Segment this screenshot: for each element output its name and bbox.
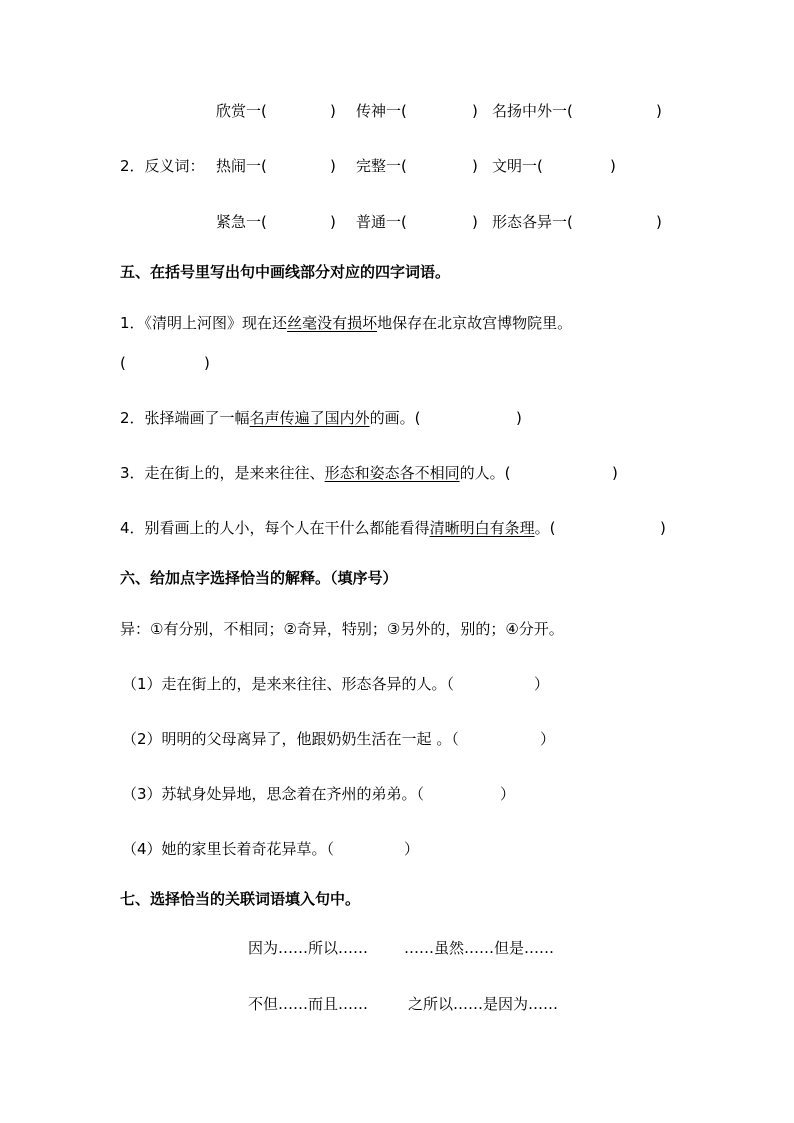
blank-close: ) xyxy=(204,354,210,372)
question-1 xyxy=(120,313,572,333)
underlined-phrase: 清晰明白有条理 xyxy=(429,519,535,537)
option-item: 因为……所以…… xyxy=(248,939,369,957)
blank-close: ) xyxy=(656,213,662,231)
question-text: 。( xyxy=(534,519,556,537)
item-word: 文明一( xyxy=(492,157,543,175)
underlined-phrase: 丝毫没有损坏 xyxy=(287,314,378,332)
definition-line: 异：①有分别，不相同；②奇异，特别；③另外的，别的；④分开。 xyxy=(120,620,564,638)
question-number: 3． xyxy=(120,464,145,482)
blank-close: ) xyxy=(660,519,666,537)
question-4 xyxy=(120,518,555,538)
question-text: 走在街上的，是来来往往、 xyxy=(144,464,325,482)
section-title: 七、选择恰当的关联词语填入句中。 xyxy=(120,890,361,908)
question-text: 的人。( xyxy=(459,464,511,482)
blank-close: ) xyxy=(656,102,662,120)
blank-close: ) xyxy=(330,102,336,120)
blank-close: ) xyxy=(472,157,478,175)
question-text: 别看画上的人小，每个人在干什么都能看得 xyxy=(144,519,430,537)
question-number: 4． xyxy=(120,519,145,537)
choice-item: （1）走在街上的，是来来往往、形态各异的人。（ xyxy=(122,675,455,693)
underlined-phrase: 名声传遍了国内外 xyxy=(249,409,370,427)
option-item: ……虽然……但是…… xyxy=(404,939,555,957)
underlined-phrase: 形态和姿态各不相同 xyxy=(324,464,460,482)
blank-close: ) xyxy=(330,213,336,231)
choice-item: （3）苏轼身处异地，思念着在齐州的弟弟。（ xyxy=(122,785,425,803)
question-3 xyxy=(120,463,510,483)
question-number: 2． xyxy=(120,409,145,427)
antonyms-label: 2．反义词： xyxy=(120,157,205,175)
item-word: 形态各异一( xyxy=(492,213,573,231)
option-item: 不但……而且…… xyxy=(248,995,369,1013)
option-item: 之所以……是因为…… xyxy=(408,995,559,1013)
item-word: 紧急一( xyxy=(216,213,267,231)
item-word: 完整一( xyxy=(356,157,407,175)
blank-close: ) xyxy=(330,157,336,175)
question-text: 《清明上河图》现在还 xyxy=(144,314,288,332)
choice-item: （4）她的家里长着奇花异草。（ xyxy=(122,840,335,858)
blank-close: ) xyxy=(472,213,478,231)
item-word: 传神一( xyxy=(356,102,407,120)
blank-close: ） xyxy=(500,785,516,803)
blank-close: ) xyxy=(472,102,478,120)
item-word: 欣赏一( xyxy=(216,102,267,120)
question-text: 的画。( xyxy=(369,409,421,427)
section-title: 六、给加点字选择恰当的解释。（填序号） xyxy=(120,569,398,587)
blank-open: ( xyxy=(120,354,126,372)
section-title: 五、在括号里写出句中画线部分对应的四字词语。 xyxy=(120,263,451,281)
question-text: 张择端画了一幅 xyxy=(144,409,250,427)
blank-close: ） xyxy=(534,675,550,693)
item-word: 热闹一( xyxy=(216,157,267,175)
blank-close: ) xyxy=(516,409,522,427)
blank-close: ） xyxy=(404,840,420,858)
blank-close: ) xyxy=(610,157,616,175)
item-word: 普通一( xyxy=(356,213,407,231)
question-number: 1． xyxy=(120,314,145,332)
question-2 xyxy=(120,408,420,428)
choice-item: （2）明明的父母离异了，他跟奶奶生活在一起 。（ xyxy=(122,730,459,748)
item-word: 名扬中外一( xyxy=(492,102,573,120)
blank-close: ) xyxy=(612,464,618,482)
blank-close: ） xyxy=(540,730,556,748)
question-text: 地保存在北京故宫博物院里。 xyxy=(377,314,573,332)
